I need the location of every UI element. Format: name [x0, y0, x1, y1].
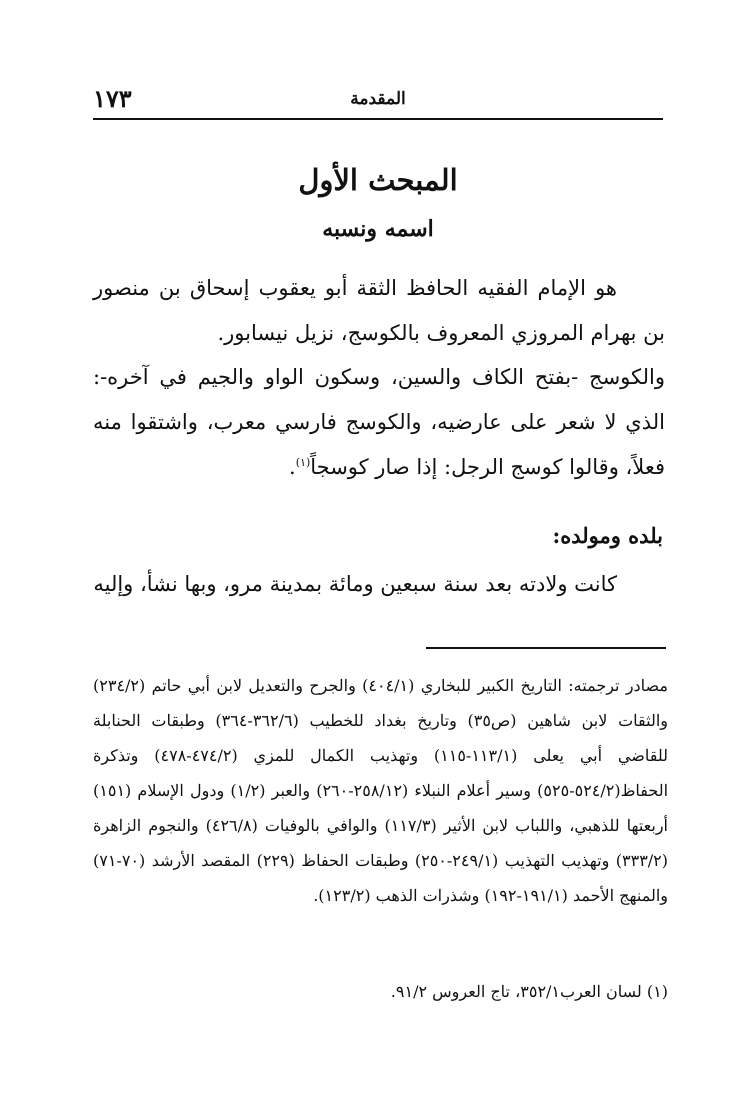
running-head — [93, 84, 663, 114]
footnote-text: لسان العرب٣٥٢/١، تاج العروس ٩١/٢. — [390, 982, 642, 1001]
header-rule — [93, 118, 663, 120]
paragraph-name-lineage — [93, 266, 665, 356]
paragraph-birth — [93, 562, 665, 607]
footnote-rule — [426, 647, 666, 649]
sources-note: مصادر ترجمته: التاريخ الكبير للبخاري (٤٠٤/١) والجرح والتعديل لابن أبي حاتم (٢٣٤/٢) والثقات لابن شاهين (ص٣٥) وتاريخ بغداد للخطيب (٣٦٢/٦-٣٦٤) وطبقات الحنابلة للقاضي أبي يعلى (١١٣/١-١١٥) وتهذيب الكمال للمزي (٤٧٤/٢-٤٧٨) وتذكرة الحفاظ(٥٢٤/٢-٥٢٥) وسير أعلام النبلاء (٢٥٨/١٢-٢٦٠) والعبر (١/٢) ودول الإسلام (١٥١) أربعتها للذهبي، واللباب لابن الأثير (١١٧/٣) والوافي بالوفيات (٤٢٦/٨) والنجوم الزاهرة (٣٣٣/٢) وتهذيب التهذيب (٢٤٩/١-٢٥٠) وطبقات الحفاظ (٢٢٩) المقصد الأرشد (٧٠-٧١) والمنهج الأحمد (١٩١/١-١٩٢) وشذرات الذهب (١٢٣/٢). — [93, 676, 669, 905]
chapter-subtitle: اسمه ونسبه — [322, 216, 434, 242]
section-subheading: بلده ومولده: — [552, 523, 663, 548]
page-number: ١٧٣ — [93, 84, 132, 113]
paragraph-text: كانت ولادته بعد سنة سبعين ومائة بمدينة مرو، وبها نشأ، وإليه — [93, 572, 617, 596]
paragraph-end: . — [289, 455, 296, 479]
paragraph-kawsaj — [93, 355, 665, 490]
paragraph-text: والكوسج -بفتح الكاف والسين، وسكون الواو والجيم في آخره-: الذي لا شعر على عارضيه، والكوسج فارسي معرب، واشتقوا منه فعلاً، وقالوا كوسج الرجل: إذا صار كوسجاً — [93, 365, 665, 479]
footnote-reference[interactable]: (١) — [295, 456, 311, 469]
footnote-number: (١) — [646, 982, 668, 1001]
section-name: المقدمة — [350, 89, 406, 109]
chapter-title: المبحث الأول — [298, 163, 458, 197]
footnote — [93, 975, 668, 1009]
paragraph-text: هو الإمام الفقيه الحافظ الثقة أبو يعقوب إسحاق بن منصور بن بهرام المروزي المعروف بالكوسج، نزيل نيسابور. — [93, 276, 665, 345]
